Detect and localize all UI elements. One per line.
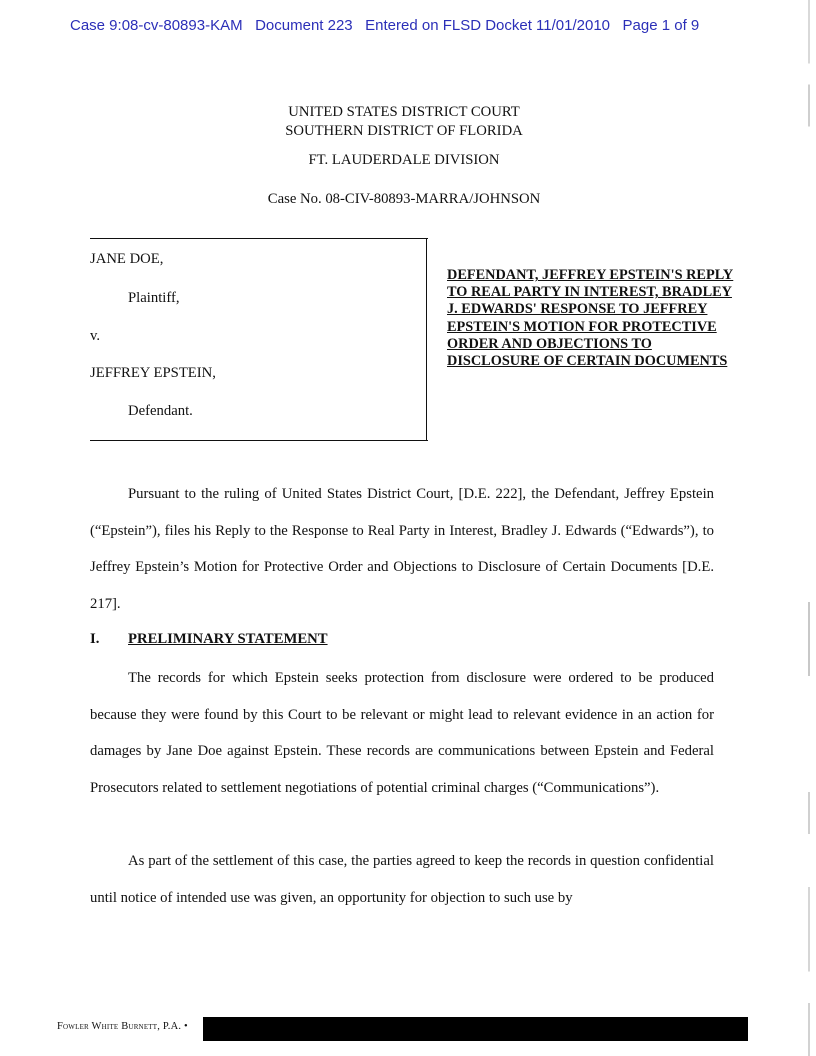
- versus: v.: [90, 328, 101, 344]
- section-number: I.: [90, 631, 100, 647]
- defendant-role: Defendant.: [128, 403, 193, 419]
- case-number: Case No. 08-CIV-80893-MARRA/JOHNSON: [267, 191, 541, 207]
- caption-top-rule: [90, 238, 428, 239]
- court-district: SOUTHERN DISTRICT OF FLORIDA: [285, 123, 523, 139]
- caption-vertical-rule: [426, 238, 427, 440]
- redaction-bar: [203, 1017, 748, 1041]
- court-division: FT. LAUDERDALE DIVISION: [308, 152, 500, 168]
- court-name: UNITED STATES DISTRICT COURT: [288, 104, 520, 120]
- section-heading: [90, 631, 328, 648]
- paragraph-records: The records for which Epstein seeks protection from disclosure were ordered to be produced because they were found by this Court to be relevant or might lead to relevant evidence in an action for damages by Jane Doe against Epstein. These records are communications between Epstein and Federal Prosecutors related to settlement negotiations of potential criminal charges (“Communications”).: [90, 670, 714, 796]
- plaintiff-name: JANE DOE,: [90, 251, 164, 267]
- scan-edge-artifact: [808, 0, 810, 1056]
- caption-bottom-rule: [90, 440, 428, 441]
- footer-firm-name: Fowler White Burnett, P.A. •: [57, 1021, 188, 1032]
- section-title: PRELIMINARY STATEMENT: [128, 631, 328, 647]
- docket-header-stamp: Case 9:08-cv-80893-KAM Document 223 Entered on FLSD Docket 11/01/2010 Page 1 of 9: [70, 17, 700, 34]
- intro-paragraph: Pursuant to the ruling of United States District Court, [D.E. 222], the Defendant, Jeffrey Epstein (“Epstein”), files his Reply to the Response to Real Party in Interest, Bradley J. Edwards (“Edwards”), to Jeffrey Epstein’s Motion for Protective Order and Objections to Disclosure of Certain Documents [D.E. 217].: [90, 486, 714, 612]
- paragraph-settlement: As part of the settlement of this case, the parties agreed to keep the records in question confidential until notice of intended use was given, an opportunity for objection to such use by: [90, 853, 714, 906]
- defendant-name: JEFFREY EPSTEIN,: [90, 365, 216, 381]
- plaintiff-role: Plaintiff,: [128, 290, 180, 306]
- document-title: DEFENDANT, JEFFREY EPSTEIN'S REPLY TO REAL PARTY IN INTEREST, BRADLEY J. EDWARDS' RESPONSE TO JEFFREY EPSTEIN'S MOTION FOR PROTECTIVE ORDER AND OBJECTIONS TO DISCLOSURE OF CERTAIN DOCUMENTS: [447, 267, 734, 370]
